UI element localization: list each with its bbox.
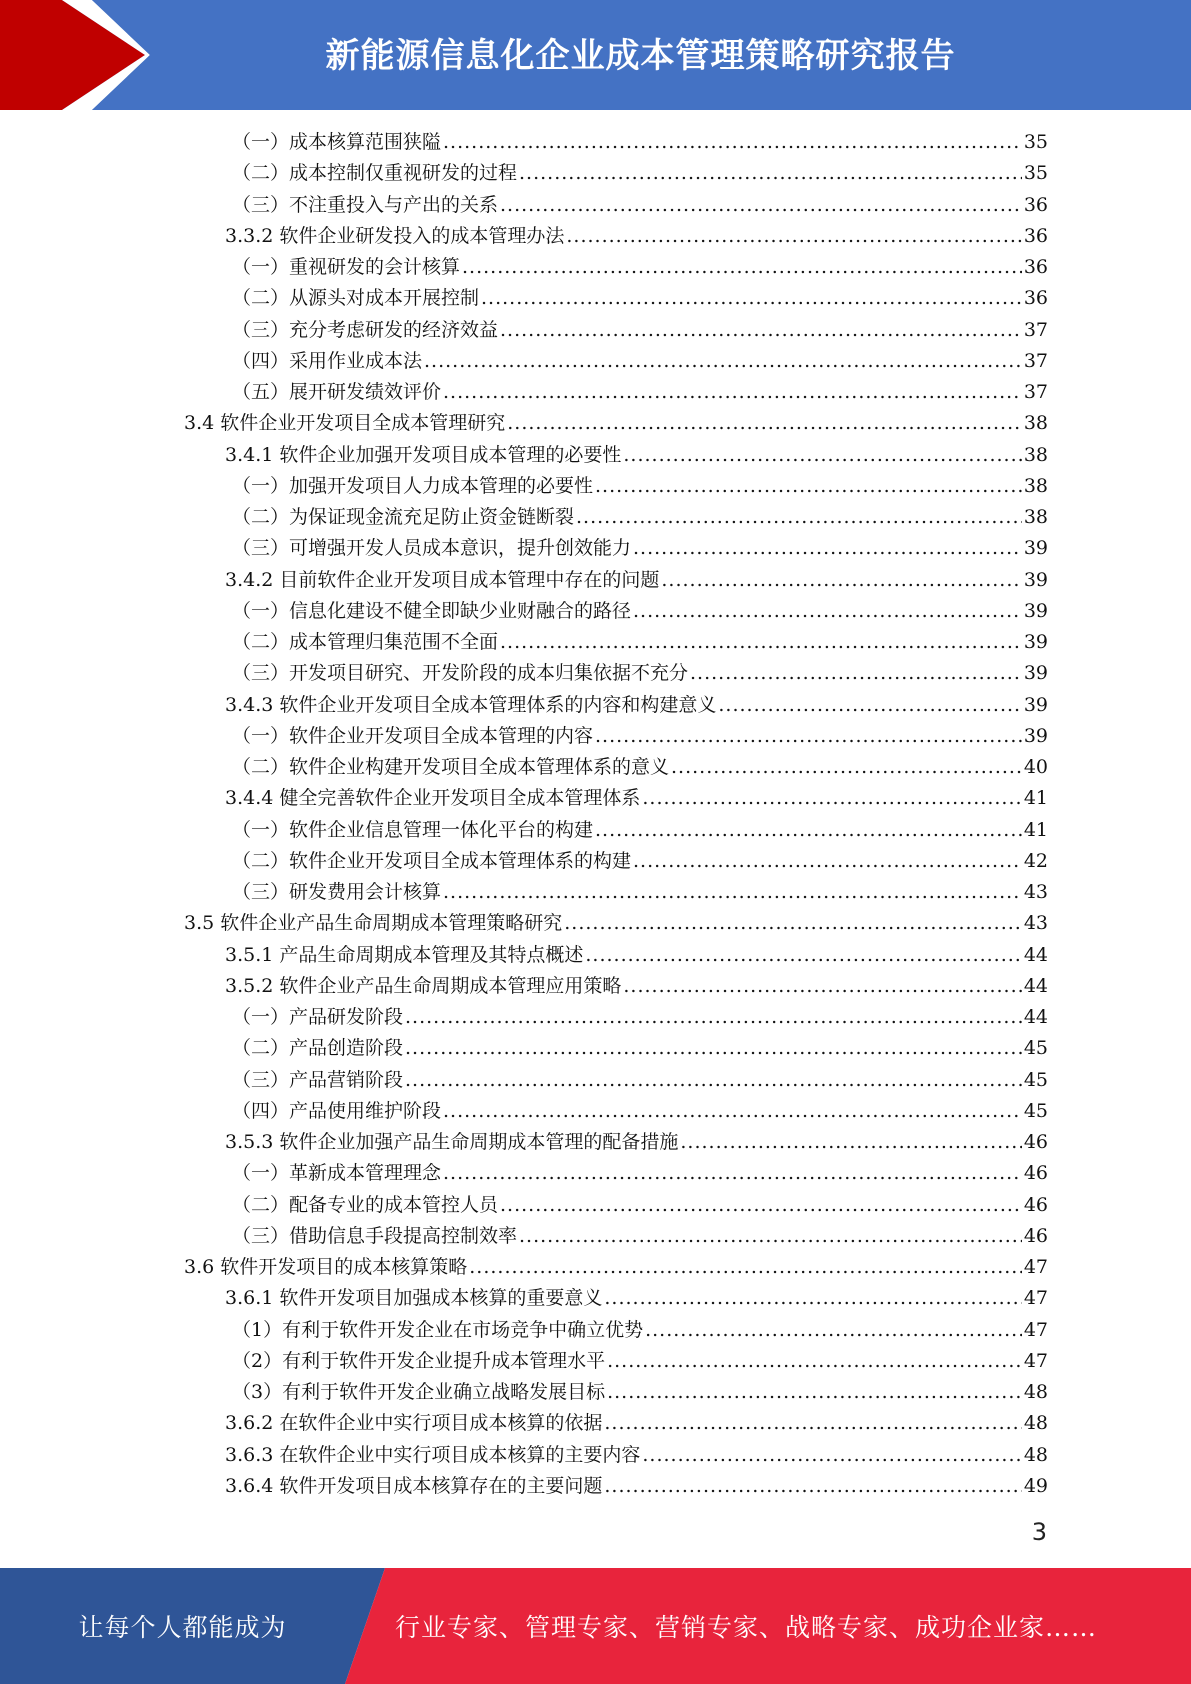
toc-entry-title: （2）有利于软件开发企业提升成本管理水平 (232, 1349, 606, 1372)
toc-entry[interactable] (225, 440, 1048, 471)
toc-entry[interactable] (232, 627, 1048, 658)
toc-leader-dots (642, 783, 1021, 814)
toc-entry-title: （三）产品营销阶段 (232, 1068, 404, 1091)
toc-entry-title: （三）开发项目研究、开发阶段的成本归集依据不充分 (232, 662, 689, 685)
toc-leader-dots (566, 221, 1021, 252)
page-number: 3 (1031, 1518, 1047, 1546)
toc-entry-page: 44 (1023, 974, 1048, 997)
toc-entry[interactable] (232, 721, 1048, 752)
toc-entry-page: 47 (1023, 1349, 1048, 1372)
toc-entry-page: 36 (1023, 224, 1048, 247)
header-banner (0, 0, 1191, 110)
toc-entry-page: 38 (1023, 506, 1048, 528)
toc-entry[interactable] (225, 690, 1048, 721)
toc-leader-dots (595, 815, 1022, 846)
toc-leader-dots (645, 1315, 1022, 1346)
toc-entry-title: （二）配备专业的成本管控人员 (232, 1193, 499, 1216)
toc-entry[interactable] (232, 1221, 1048, 1252)
toc-leader-dots (642, 1440, 1021, 1471)
toc-entry-page: 45 (1023, 1037, 1048, 1060)
toc-entry[interactable] (225, 565, 1048, 596)
toc-entry-title: （四）采用作业成本法 (232, 349, 423, 372)
toc-leader-dots (443, 877, 1022, 908)
toc-entry-title: （三）可增强开发人员成本意识，提升创效能力 (232, 537, 632, 560)
toc-entry-page: 46 (1023, 1193, 1048, 1216)
toc-leader-dots (500, 315, 1022, 346)
toc-leader-dots (424, 346, 1022, 377)
toc-entry[interactable] (232, 533, 1048, 564)
toc-entry-page: 44 (1023, 1006, 1048, 1028)
toc-entry-title: （三）不注重投入与产出的关系 (232, 193, 499, 216)
toc-entry-title: （一）软件企业信息管理一体化平台的构建 (232, 818, 594, 841)
toc-entry[interactable] (184, 1252, 1048, 1283)
toc-entry-title: （五）展开研发绩效评价 (232, 381, 442, 403)
toc-entry-title: 3.5 软件企业产品生命周期成本管理策略研究 (184, 912, 563, 935)
document-title: 新能源信息化企业成本管理策略研究报告 (325, 36, 956, 76)
toc-entry[interactable] (184, 408, 1048, 439)
toc-entry[interactable] (232, 877, 1048, 908)
toc-entry[interactable] (225, 971, 1048, 1002)
toc-entry-page: 47 (1023, 1287, 1048, 1310)
toc-leader-dots (405, 1065, 1022, 1096)
toc-leader-dots (507, 408, 1022, 439)
toc-entry-page: 47 (1023, 1256, 1048, 1278)
toc-entry-page: 41 (1023, 818, 1048, 841)
toc-entry[interactable] (232, 846, 1048, 877)
toc-entry[interactable] (232, 1096, 1048, 1127)
toc-leader-dots (633, 846, 1022, 877)
toc-entry[interactable] (225, 1471, 1048, 1502)
toc-entry-page: 35 (1023, 162, 1048, 185)
toc-entry-title: （二）成本管理归集范围不全面 (232, 631, 499, 653)
toc-entry-page: 40 (1023, 756, 1048, 778)
toc-leader-dots (633, 533, 1022, 564)
toc-entry-title: 3.6 软件开发项目的成本核算策略 (184, 1256, 468, 1278)
toc-entry-title: （三）借助信息手段提高控制效率 (232, 1224, 518, 1247)
toc-entry-page: 45 (1023, 1068, 1048, 1091)
toc-entry-page: 36 (1023, 256, 1048, 278)
toc-entry-page: 39 (1023, 568, 1048, 591)
toc-entry-title: （二）从源头对成本开展控制 (232, 287, 480, 310)
toc-entry-page: 44 (1023, 943, 1048, 966)
toc-entry-title: （四）产品使用维护阶段 (232, 1099, 442, 1122)
toc-leader-dots (481, 283, 1022, 314)
toc-entry-page: 35 (1023, 131, 1048, 153)
toc-leader-dots (500, 190, 1022, 221)
toc-entry-title: （一）成本核算范围狭隘 (232, 131, 442, 153)
toc-leader-dots (604, 1283, 1021, 1314)
toc-leader-dots (576, 502, 1022, 533)
toc-entry-title: （三）充分考虑研发的经济效益 (232, 318, 499, 341)
toc-leader-dots (405, 1002, 1022, 1033)
toc-leader-dots (443, 377, 1022, 408)
toc-leader-dots (690, 658, 1022, 689)
toc-leader-dots (595, 471, 1022, 502)
toc-entry[interactable] (232, 1002, 1048, 1033)
toc-entry-title: （二）产品创造阶段 (232, 1037, 404, 1060)
toc-entry-title: （3）有利于软件开发企业确立战略发展目标 (232, 1381, 606, 1403)
toc-entry-title: （1）有利于软件开发企业在市场竞争中确立优势 (232, 1318, 644, 1341)
toc-entry[interactable] (232, 658, 1048, 689)
toc-entry-title: 3.6.2 在软件企业中实行项目成本核算的依据 (225, 1412, 603, 1435)
toc-entry-title: （一）革新成本管理理念 (232, 1162, 442, 1185)
toc-leader-dots (623, 971, 1021, 1002)
toc-entry-title: 3.5.1 产品生命周期成本管理及其特点概述 (225, 943, 584, 966)
toc-entry-title: 3.6.3 在软件企业中实行项目成本核算的主要内容 (225, 1443, 641, 1466)
toc-entry-page: 37 (1023, 349, 1048, 372)
toc-entry[interactable] (232, 315, 1048, 346)
toc-entry-page: 46 (1023, 1162, 1048, 1185)
toc-entry-title: （三）研发费用会计核算 (232, 881, 442, 903)
toc-entry[interactable] (225, 1283, 1048, 1314)
toc-entry[interactable] (232, 1065, 1048, 1096)
toc-entry-page: 36 (1023, 287, 1048, 310)
toc-leader-dots (405, 1033, 1022, 1064)
toc-leader-dots (443, 127, 1022, 158)
toc-leader-dots (469, 1252, 1022, 1283)
toc-entry[interactable] (232, 158, 1048, 189)
toc-entry-title: （一）信息化建设不健全即缺少业财融合的路径 (232, 599, 632, 622)
toc-leader-dots (564, 908, 1022, 939)
toc-leader-dots (443, 1158, 1022, 1189)
toc-entry[interactable] (225, 940, 1048, 971)
toc-entry-page: 41 (1023, 787, 1048, 810)
toc-leader-dots (633, 596, 1022, 627)
toc-entry[interactable] (232, 190, 1048, 221)
toc-entry-page: 45 (1023, 1099, 1048, 1122)
toc-entry-page: 46 (1023, 1224, 1048, 1247)
toc-entry[interactable] (232, 752, 1048, 783)
toc-entry[interactable] (184, 908, 1048, 939)
toc-leader-dots (519, 158, 1022, 189)
toc-entry-page: 43 (1023, 881, 1048, 903)
toc-entry-page: 48 (1023, 1443, 1048, 1466)
toc-entry-title: 3.4 软件企业开发项目全成本管理研究 (184, 412, 506, 435)
toc-entry[interactable] (232, 346, 1048, 377)
toc-entry-title: 3.6.1 软件开发项目加强成本核算的重要意义 (225, 1287, 603, 1310)
toc-entry[interactable] (225, 783, 1048, 814)
toc-entry-page: 39 (1023, 631, 1048, 653)
toc-entry[interactable] (232, 377, 1048, 408)
toc-entry-page: 46 (1023, 1131, 1048, 1153)
toc-entry[interactable] (232, 1377, 1048, 1408)
toc-entry-page: 39 (1023, 693, 1048, 716)
toc-leader-dots (661, 565, 1021, 596)
toc-entry[interactable] (232, 815, 1048, 846)
toc-leader-dots (718, 690, 1021, 721)
toc-entry-title: 3.3.2 软件企业研发投入的成本管理办法 (225, 224, 565, 247)
toc-entry-title: （二）成本控制仅重视研发的过程 (232, 162, 518, 185)
toc-entry-title: （一）产品研发阶段 (232, 1006, 404, 1028)
toc-entry-title: （一）软件企业开发项目全成本管理的内容 (232, 724, 594, 747)
toc-entry[interactable] (232, 1190, 1048, 1221)
toc-entry-title: （二）软件企业开发项目全成本管理体系的构建 (232, 849, 632, 872)
toc-entry[interactable] (232, 1315, 1048, 1346)
toc-entry-title: 3.4.2 目前软件企业开发项目成本管理中存在的问题 (225, 568, 660, 591)
toc-leader-dots (680, 1127, 1021, 1158)
toc-leader-dots (443, 1096, 1022, 1127)
toc-entry-title: 3.4.1 软件企业加强开发项目成本管理的必要性 (225, 443, 622, 466)
toc-entry-page: 39 (1023, 537, 1048, 560)
toc-entry-title: 3.5.3 软件企业加强产品生命周期成本管理的配备措施 (225, 1131, 679, 1153)
toc-entry-title: （二）软件企业构建开发项目全成本管理体系的意义 (232, 756, 670, 778)
footer-banner (0, 1568, 1191, 1684)
toc-entry-title: （一）加强开发项目人力成本管理的必要性 (232, 474, 594, 497)
toc-leader-dots (607, 1346, 1022, 1377)
toc-entry[interactable] (232, 596, 1048, 627)
toc-entry-title: 3.5.2 软件企业产品生命周期成本管理应用策略 (225, 974, 622, 997)
toc-leader-dots (671, 752, 1022, 783)
toc-entry[interactable] (232, 127, 1048, 158)
toc-entry[interactable] (225, 1440, 1048, 1471)
toc-entry-page: 43 (1023, 912, 1048, 935)
toc-entry-page: 49 (1023, 1474, 1048, 1497)
toc-entry-page: 48 (1023, 1412, 1048, 1435)
toc-entry-page: 37 (1023, 381, 1048, 403)
toc-entry-page: 36 (1023, 193, 1048, 216)
toc-leader-dots (623, 440, 1021, 471)
toc-leader-dots (607, 1377, 1022, 1408)
toc-entry-page: 38 (1023, 443, 1048, 466)
toc-leader-dots (500, 627, 1022, 658)
toc-entry-page: 39 (1023, 724, 1048, 747)
toc-entry[interactable] (232, 1033, 1048, 1064)
toc-entry-page: 47 (1023, 1318, 1048, 1341)
toc-entry-page: 48 (1023, 1381, 1048, 1403)
toc-entry-page: 42 (1023, 849, 1048, 872)
toc-entry-page: 38 (1023, 474, 1048, 497)
toc-leader-dots (604, 1471, 1021, 1502)
toc-entry-page: 37 (1023, 318, 1048, 341)
toc-entry[interactable] (232, 1158, 1048, 1189)
toc-entry[interactable] (232, 283, 1048, 314)
toc-leader-dots (585, 940, 1021, 971)
toc-entry[interactable] (225, 1127, 1048, 1158)
toc-leader-dots (462, 252, 1022, 283)
toc-entry-title: 3.4.3 软件企业开发项目全成本管理体系的内容和构建意义 (225, 693, 717, 716)
toc-entry[interactable] (232, 471, 1048, 502)
toc-entry[interactable] (232, 502, 1048, 533)
toc-entry-title: 3.6.4 软件开发项目成本核算存在的主要问题 (225, 1474, 603, 1497)
toc-leader-dots (519, 1221, 1022, 1252)
toc-entry[interactable] (225, 1408, 1048, 1439)
toc-entry-title: （一）重视研发的会计核算 (232, 256, 461, 278)
toc-entry-page: 38 (1023, 412, 1048, 435)
toc-entry-page: 39 (1023, 599, 1048, 622)
toc-entry-title: 3.4.4 健全完善软件企业开发项目全成本管理体系 (225, 787, 641, 810)
footer-slogan-right: 行业专家、管理专家、营销专家、战略专家、成功企业家…… (395, 1613, 1098, 1642)
toc-entry[interactable] (232, 1346, 1048, 1377)
toc-entry-title: （二）为保证现金流充足防止资金链断裂 (232, 506, 575, 528)
toc-entry[interactable] (225, 221, 1048, 252)
toc-leader-dots (500, 1190, 1022, 1221)
footer-slogan-left: 让每个人都能成为 (78, 1613, 287, 1642)
toc-entry[interactable] (232, 252, 1048, 283)
toc-entry-page: 39 (1023, 662, 1048, 685)
toc-leader-dots (595, 721, 1022, 752)
toc-leader-dots (604, 1408, 1021, 1439)
